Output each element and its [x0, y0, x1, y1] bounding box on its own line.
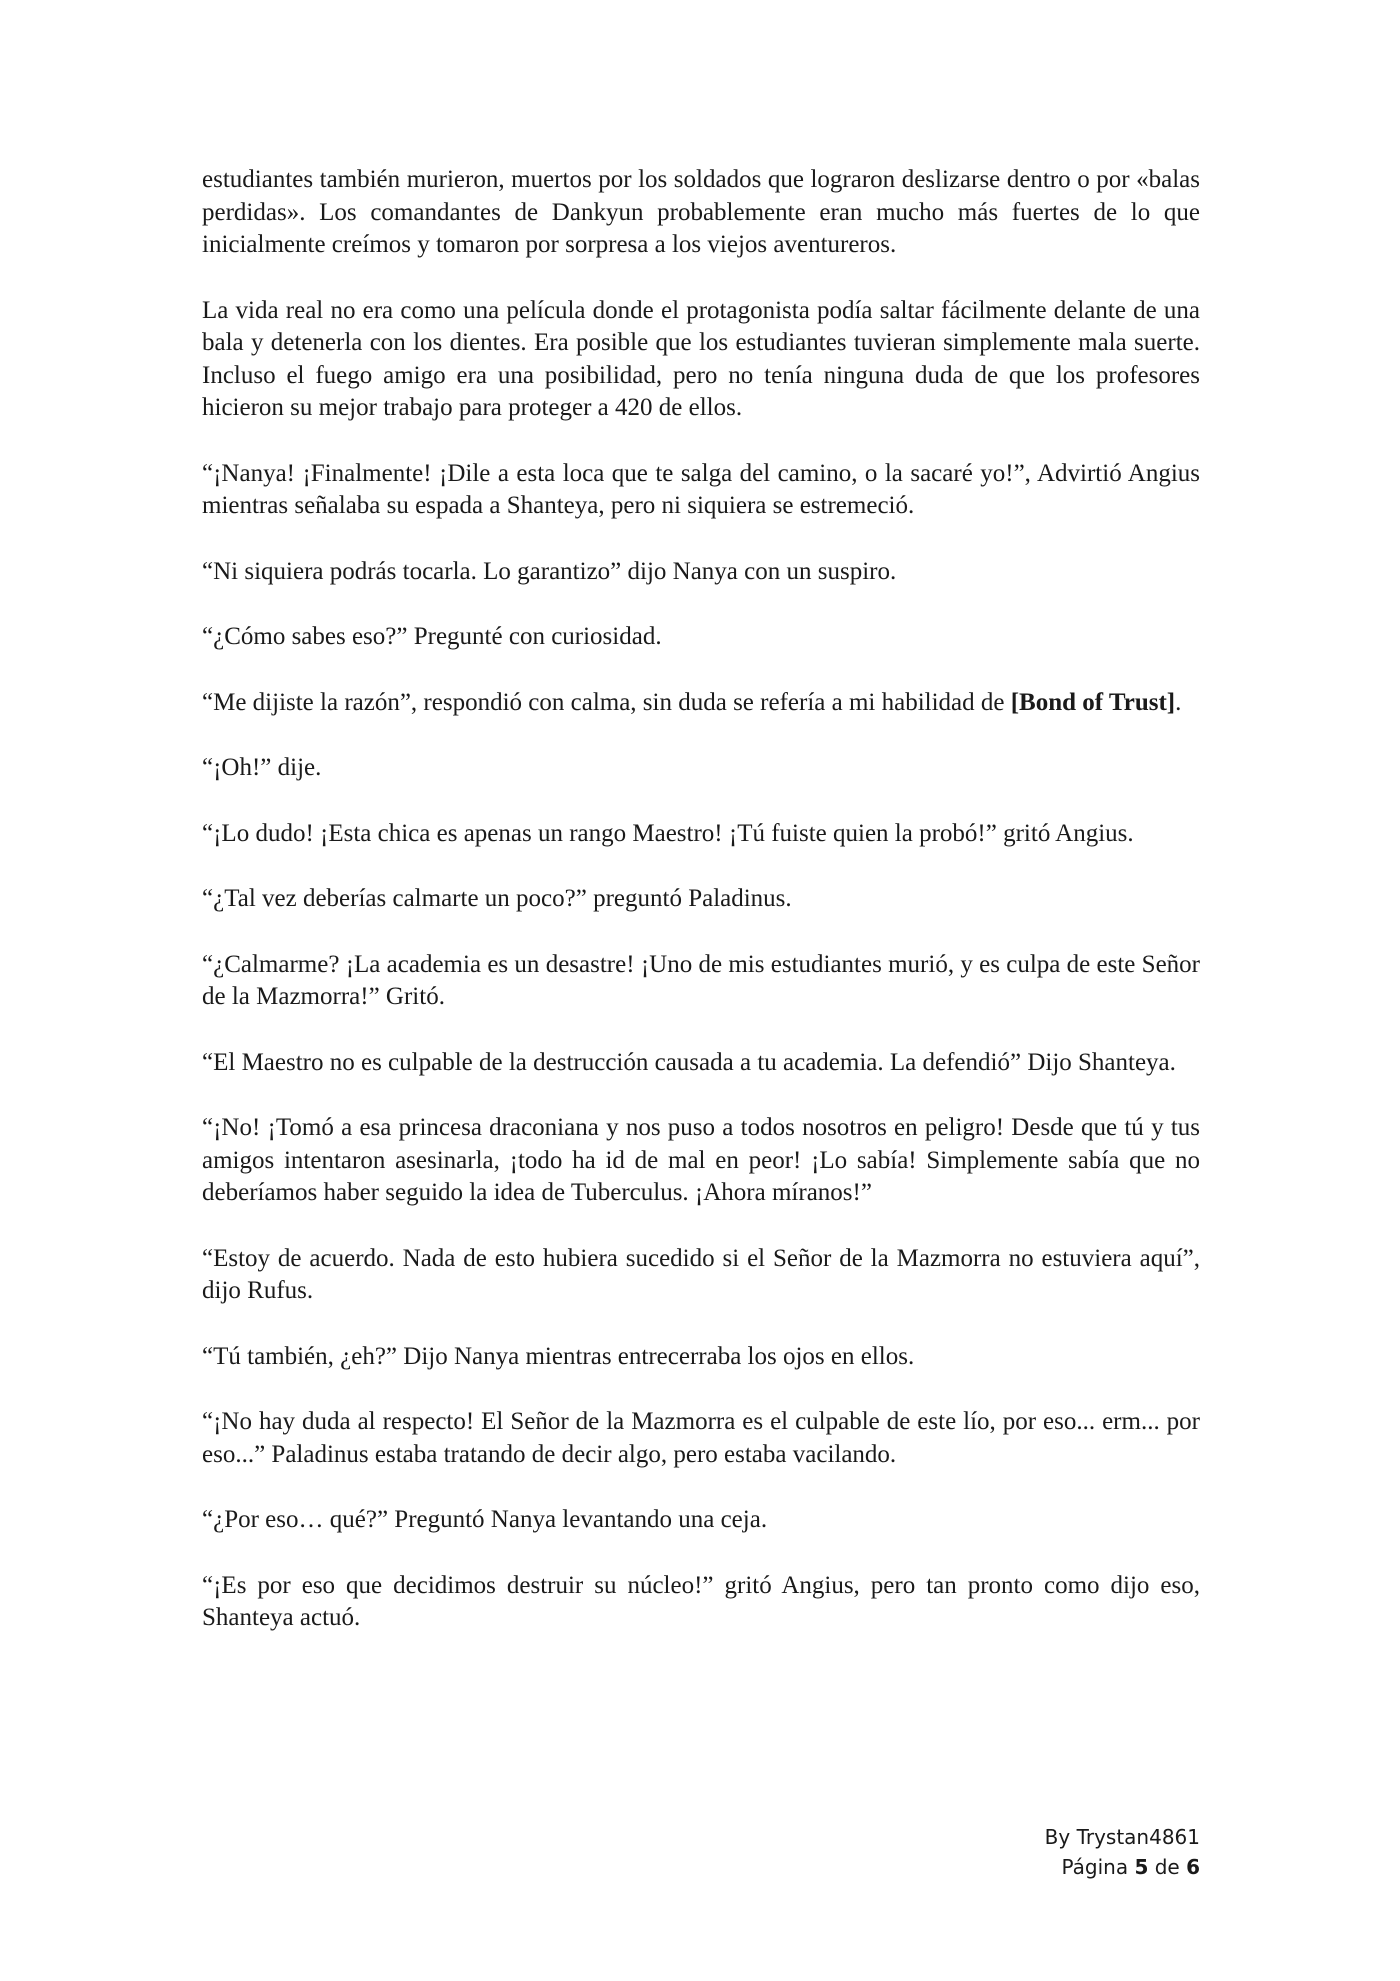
- paragraph-15: “¡No hay duda al respecto! El Señor de la Mazmorra es el culpable de este lío, por eso... erm... por eso...” Paladinus estaba tratando de decir algo, pero estaba vacilando.: [202, 1408, 1200, 1468]
- paragraph-8: “¡Lo dudo! ¡Esta chica es apenas un rango Maestro! ¡Tú fuiste quien la probó!” gritó Angius.: [202, 819, 1134, 847]
- paragraph-13: “Estoy de acuerdo. Nada de esto hubiera sucedido si el Señor de la Mazmorra no estuviera aquí”, dijo Rufus.: [202, 1244, 1200, 1304]
- paragraph-17: “¡Es por eso que decidimos destruir su núcleo!” gritó Angius, pero tan pronto como dijo eso, Shanteya actuó.: [202, 1571, 1200, 1631]
- body-text: [202, 164, 1200, 1635]
- page-current: 5: [1134, 1855, 1149, 1879]
- paragraph-5: “¿Cómo sabes eso?” Pregunté con curiosidad.: [202, 623, 662, 650]
- paragraph-1: estudiantes también murieron, muertos por los soldados que lograron deslizarse dentro o por «balas perdidas». Los comandantes de Dankyun probablemente eran mucho más fuertes de lo que inicialmente creímos y tomaron por sorpresa a los viejos aventureros.: [202, 166, 1200, 258]
- paragraph-7: “¡Oh!” dije.: [202, 754, 322, 781]
- paragraph-16: “¿Por eso… qué?” Preguntó Nanya levantando una ceja.: [202, 1506, 768, 1533]
- page-footer: [1045, 1822, 1200, 1882]
- page-separator: de: [1154, 1855, 1180, 1879]
- paragraph-3: “¡Nanya! ¡Finalmente! ¡Dile a esta loca que te salga del camino, o la sacaré yo!”, Advirtió Angius mientras señalaba su espada a Shanteya, pero ni siquiera se estremeció.: [202, 459, 1200, 519]
- paragraph-14: “Tú también, ¿eh?” Dijo Nanya mientras entrecerraba los ojos en ellos.: [202, 1342, 915, 1370]
- paragraph-6: [202, 687, 1200, 720]
- paragraph-6-text-end: .: [1175, 688, 1182, 716]
- paragraph-2: La vida real no era como una película donde el protagonista podía saltar fácilmente delante de una bala y detenerla con los dientes. Era posible que los estudiantes tuvieran simplemente mala suerte. Incluso el fuego amigo era una posibilidad, pero no tenía ninguna duda de que los profesores hicieron su mejor trabajo para proteger a 420 de ellos.: [202, 296, 1200, 421]
- paragraph-6-text-start: “Me dijiste la razón”, respondió con calma, sin duda se refería a mi habilidad de: [202, 688, 1011, 716]
- paragraph-11: “El Maestro no es culpable de la destrucción causada a tu academia. La defendió” Dijo Shanteya.: [202, 1048, 1176, 1076]
- footer-author: By Trystan4861: [1044, 1825, 1200, 1849]
- skill-name-bold: [Bond of Trust]: [1010, 688, 1176, 716]
- paragraph-9: “¿Tal vez deberías calmarte un poco?” preguntó Paladinus.: [202, 885, 792, 912]
- page-total: 6: [1186, 1855, 1200, 1879]
- paragraph-10: “¿Calmarme? ¡La academia es un desastre! ¡Uno de mis estudiantes murió, y es culpa de este Señor de la Mazmorra!” Gritó.: [202, 950, 1200, 1010]
- footer-page-number: [1045, 1852, 1200, 1882]
- paragraph-4: “Ni siquiera podrás tocarla. Lo garantizo” dijo Nanya con un suspiro.: [202, 557, 897, 585]
- paragraph-12: “¡No! ¡Tomó a esa princesa draconiana y nos puso a todos nosotros en peligro! Desde que tú y tus amigos intentaron asesinarla, ¡todo ha id de mal en peor! ¡Lo sabía! Simplemente sabía que no deberíamos haber seguido la idea de Tuberculus. ¡Ahora míranos!”: [202, 1114, 1200, 1206]
- page-label: Página: [1061, 1855, 1129, 1879]
